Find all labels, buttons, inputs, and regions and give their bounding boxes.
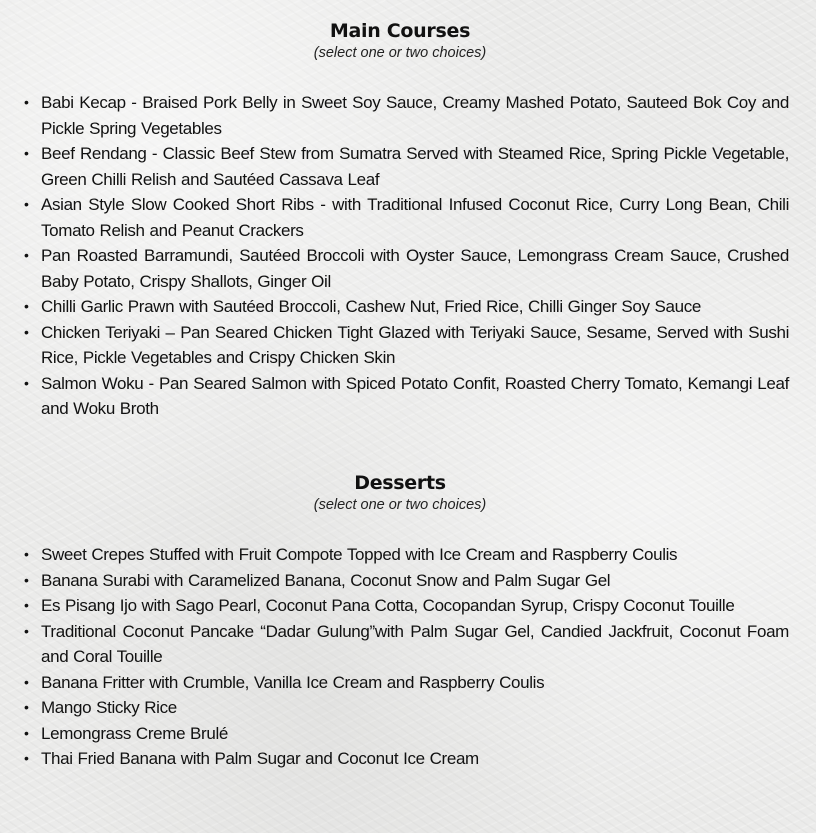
list-item bbox=[0, 294, 789, 320]
bullet-icon: • bbox=[24, 673, 29, 690]
main-courses-title: Main Courses bbox=[329, 20, 471, 42]
list-item bbox=[0, 320, 789, 371]
list-item bbox=[0, 568, 789, 594]
list-item bbox=[0, 542, 789, 568]
menu-item-text: Lemongrass Creme Brulé bbox=[41, 723, 228, 743]
desserts-section bbox=[0, 472, 816, 513]
desserts-list bbox=[0, 542, 816, 772]
bullet-icon: • bbox=[24, 94, 29, 110]
desserts-title: Desserts bbox=[354, 472, 446, 494]
menu-item-text: Sweet Crepes Stuffed with Fruit Compote Topped with Ice Cream and Raspberry Coulis bbox=[41, 545, 678, 564]
list-item bbox=[0, 746, 789, 772]
bullet-icon: • bbox=[24, 298, 29, 314]
bullet-icon: • bbox=[24, 597, 29, 613]
list-item bbox=[0, 141, 789, 192]
list-item bbox=[0, 593, 789, 619]
menu-item-text: Salmon Woku - Pan Seared Salmon with Spiced Potato Confit, Roasted Cherry Tomato, Kemangi Leaf and Woku Broth bbox=[41, 373, 789, 418]
bullet-icon: • bbox=[24, 247, 29, 263]
menu-item-text: Thai Fried Banana with Palm Sugar and Coconut Ice Cream bbox=[41, 749, 479, 768]
menu-item-text: Chicken Teriyaki – Pan Seared Chicken Tight Glazed with Teriyaki Sauce, Sesame, Served with Sushi Rice, Pickle Vegetables and Crispy Chicken Skin bbox=[41, 322, 789, 367]
main-courses-section bbox=[0, 20, 816, 61]
menu-item-text: Es Pisang Ijo with Sago Pearl, Coconut Pana Cotta, Cocopandan Syrup, Crispy Coconut Touille bbox=[41, 596, 735, 615]
bullet-icon: • bbox=[24, 571, 29, 588]
bullet-icon: • bbox=[24, 546, 29, 562]
bullet-icon: • bbox=[24, 323, 29, 340]
menu-item-text: Banana Surabi with Caramelized Banana, Coconut Snow and Palm Sugar Gel bbox=[41, 570, 611, 590]
desserts-subtitle: (select one or two choices) bbox=[313, 497, 487, 513]
bullet-icon: • bbox=[24, 374, 29, 391]
menu-item-text: Chilli Garlic Prawn with Sautéed Broccoli, Cashew Nut, Fried Rice, Chilli Ginger Soy Sauce bbox=[41, 297, 701, 316]
main-courses-subtitle: (select one or two choices) bbox=[313, 45, 487, 61]
menu-item-text: Babi Kecap - Braised Pork Belly in Sweet Soy Sauce, Creamy Mashed Potato, Sauteed Bok Coy and Pickle Spring Vegetables bbox=[41, 93, 789, 138]
bullet-icon: • bbox=[24, 622, 29, 639]
menu-item-text: Traditional Coconut Pancake “Dadar Gulung”with Palm Sugar Gel, Candied Jackfruit, Coconut Foam and Coral Touille bbox=[41, 621, 789, 666]
menu-item-text: Asian Style Slow Cooked Short Ribs - with Traditional Infused Coconut Rice, Curry Long Bean, Chili Tomato Relish and Peanut Crackers bbox=[41, 195, 789, 240]
menu-item-text: Mango Sticky Rice bbox=[41, 698, 177, 717]
menu-item-text: Banana Fritter with Crumble, Vanilla Ice Cream and Raspberry Coulis bbox=[41, 672, 545, 692]
list-item bbox=[0, 371, 789, 422]
list-item bbox=[0, 243, 789, 294]
bullet-icon: • bbox=[24, 699, 29, 715]
bullet-icon: • bbox=[24, 724, 29, 741]
bullet-icon: • bbox=[24, 145, 29, 161]
bullet-icon: • bbox=[24, 196, 29, 212]
list-item bbox=[0, 695, 789, 721]
menu-item-text: Beef Rendang - Classic Beef Stew from Sumatra Served with Steamed Rice, Spring Pickle Vegetable, Green Chilli Relish and Sautéed Cassava Leaf bbox=[41, 144, 789, 189]
list-item bbox=[0, 192, 789, 243]
list-item bbox=[0, 619, 789, 670]
list-item bbox=[0, 670, 789, 696]
bullet-icon: • bbox=[24, 750, 29, 766]
main-courses-list bbox=[0, 90, 816, 422]
list-item bbox=[0, 90, 789, 141]
menu-item-text: Pan Roasted Barramundi, Sautéed Broccoli with Oyster Sauce, Lemongrass Cream Sauce, Crushed Baby Potato, Crispy Shallots, Ginger Oil bbox=[41, 246, 789, 291]
list-item bbox=[0, 721, 789, 747]
